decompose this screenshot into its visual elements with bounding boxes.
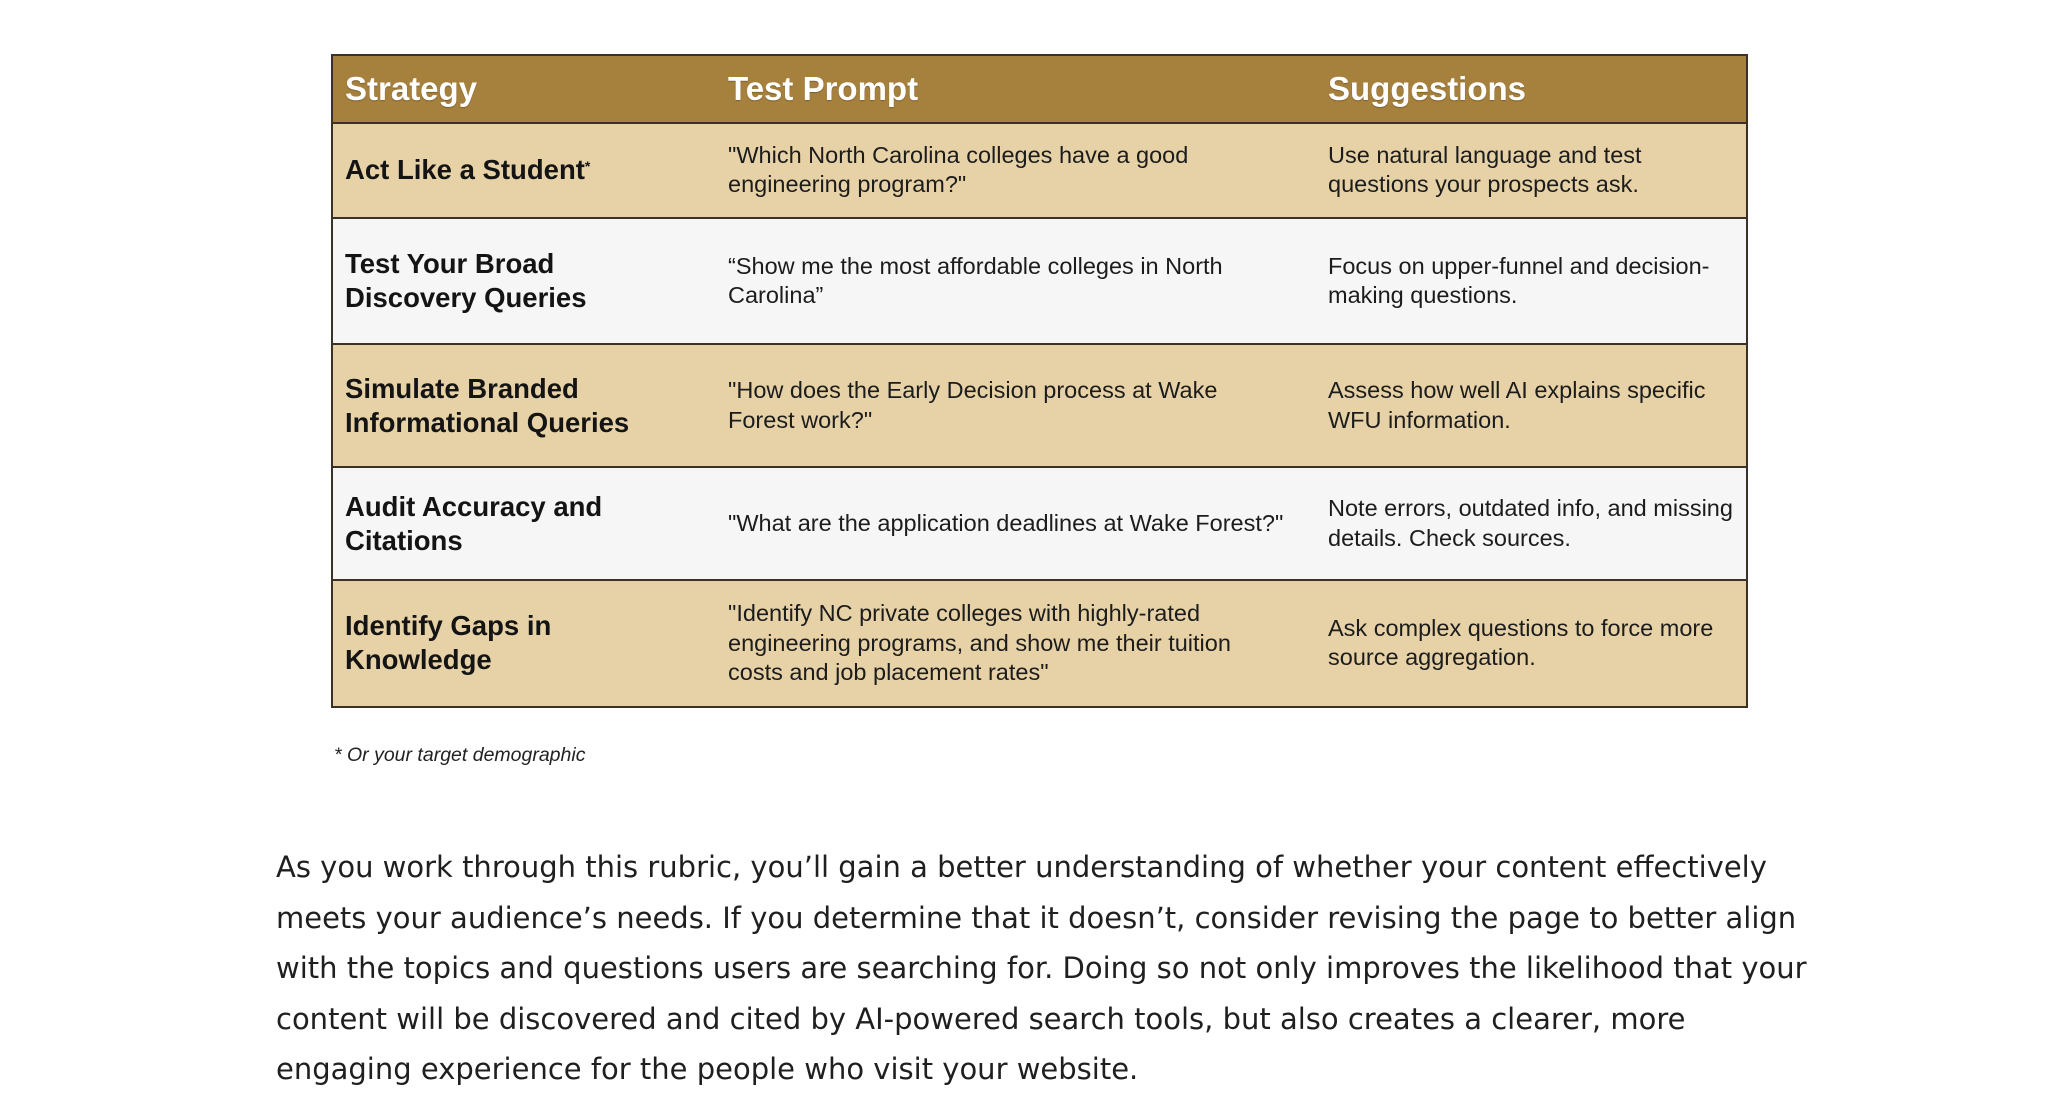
prompt-cell: "How does the Early Decision process at Wake Forest work?" bbox=[728, 377, 1218, 433]
prompt-cell: “Show me the most affordable colleges in North Carolina” bbox=[728, 252, 1223, 309]
prompt-cell: "Identify NC private colleges with highly-rated engineering programs, and show me their tuition costs and job placement rates" bbox=[728, 600, 1231, 686]
suggestion-cell: Use natural language and test questions your prospects ask. bbox=[1328, 141, 1642, 198]
table-header-row bbox=[333, 56, 1746, 124]
suggestion-cell: Assess how well AI explains specific WFU information. bbox=[1328, 377, 1706, 433]
table-row bbox=[333, 219, 1746, 345]
table-row bbox=[333, 345, 1746, 468]
strategy-table bbox=[331, 54, 1748, 708]
prompt-cell: "What are the application deadlines at Wake Forest?" bbox=[728, 509, 1284, 536]
strategy-cell: Audit Accuracy and Citations bbox=[345, 490, 603, 556]
table-footnote: * Or your target demographic bbox=[334, 744, 586, 766]
prompt-cell: "Which North Carolina colleges have a good engineering program?" bbox=[728, 141, 1189, 198]
suggestion-cell: Ask complex questions to force more source aggregation. bbox=[1328, 614, 1714, 671]
header-test-prompt: Test Prompt bbox=[728, 69, 919, 107]
header-strategy: Strategy bbox=[345, 69, 478, 107]
table-row bbox=[333, 581, 1746, 706]
strategy-cell: Identify Gaps in Knowledge bbox=[345, 610, 552, 676]
suggestion-cell: Focus on upper-funnel and decision-making questions. bbox=[1328, 252, 1710, 309]
header-suggestions: Suggestions bbox=[1328, 69, 1527, 107]
strategy-cell: Simulate Branded Informational Queries bbox=[345, 372, 630, 438]
footnote-marker: * bbox=[584, 158, 591, 175]
table-row bbox=[333, 124, 1746, 219]
suggestion-cell: Note errors, outdated info, and missing details. Check sources. bbox=[1328, 495, 1733, 551]
table-row bbox=[333, 468, 1746, 580]
strategy-cell: Test Your Broad Discovery Queries bbox=[345, 248, 587, 314]
body-paragraph: As you work through this rubric, you’ll gain a better understanding of whether your content effectively meets your audience’s needs. If you determine that it doesn’t, consider revising the page to better align with the topics and questions users are searching for. Doing so not only improves the likelihood that your content will be discovered and cited by AI-powered search tools, but also creates a clearer, more engaging experience for the people who visit your website. bbox=[276, 850, 1807, 1086]
strategy-cell: Act Like a Student* bbox=[345, 154, 591, 186]
